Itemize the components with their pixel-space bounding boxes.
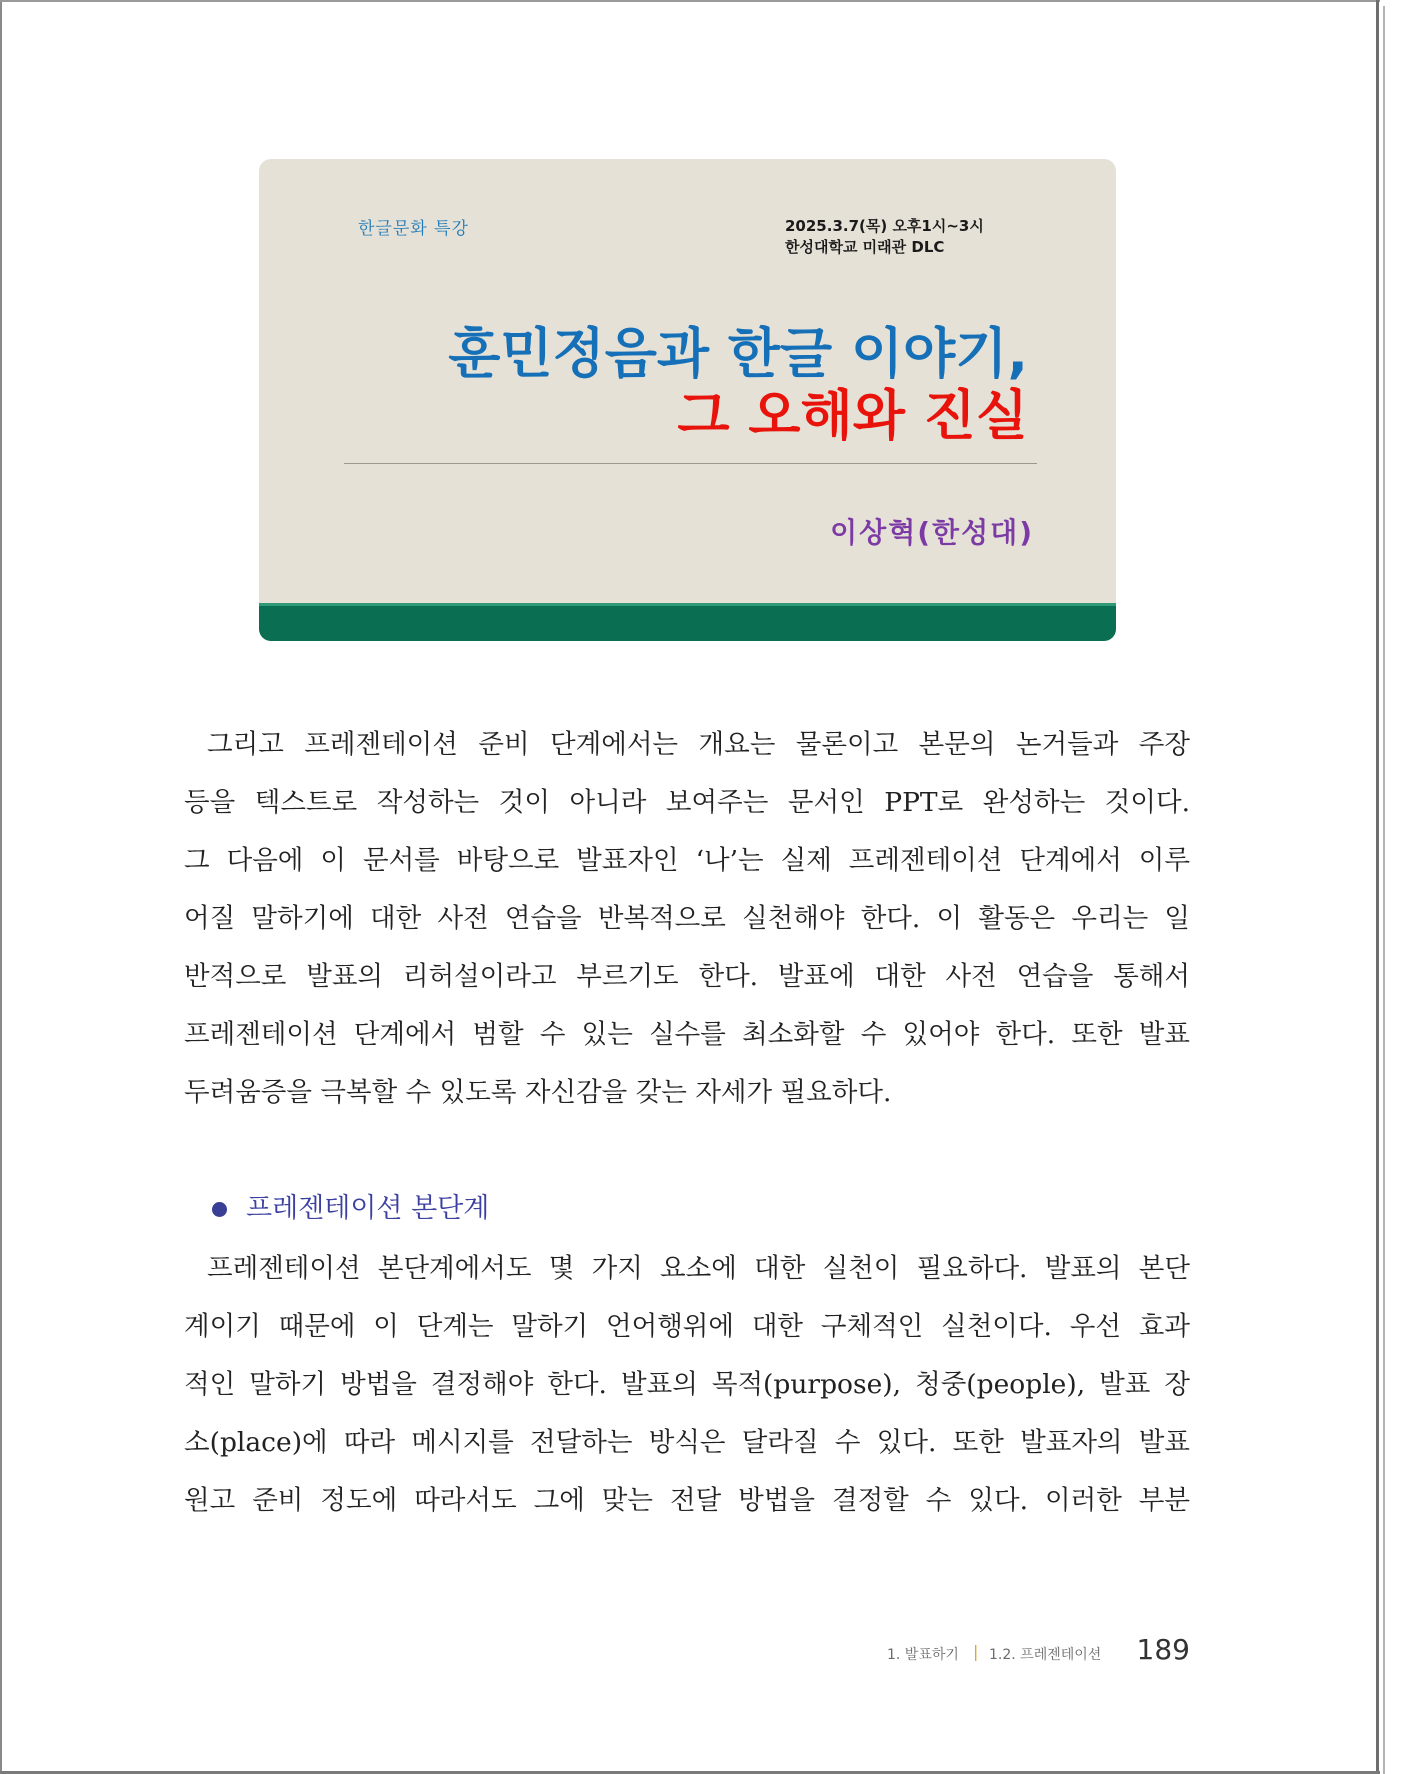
paragraph-line: 원고 준비 정도에 따라서도 그에 맞는 전달 방법을 결정할 수 있다. 이러한 부분 bbox=[184, 1485, 1190, 1516]
slide-lecture-label: 한글문화 특강 bbox=[358, 219, 469, 239]
paragraph-line: 프레젠테이션 단계에서 범할 수 있는 실수를 최소화할 수 있어야 한다. 또한 발표 bbox=[184, 1019, 1190, 1050]
paragraph-line: 그 다음에 이 문서를 바탕으로 발표자인 ‘나’는 실제 프레젠테이션 단계에서 이루 bbox=[184, 845, 1190, 876]
page-frame-top bbox=[0, 0, 1380, 2]
lecture-slide-image bbox=[259, 159, 1116, 641]
paragraph-line: 소(place)에 따라 메시지를 전달하는 방식은 달라질 수 있다. 또한 발표자의 발표 bbox=[184, 1427, 1190, 1458]
page-frame-right bbox=[1376, 0, 1379, 1774]
slide-event-date: 2025.3.7(목) 오후1시~3시 bbox=[785, 217, 984, 235]
slide-bottom-band bbox=[259, 606, 1116, 641]
paragraph-line: 등을 텍스트로 작성하는 것이 아니라 보여주는 문서인 PPT로 완성하는 것이다. bbox=[184, 787, 1190, 818]
page-footer bbox=[880, 1632, 1190, 1672]
page-frame-right-shadow bbox=[1383, 6, 1385, 1774]
paragraph-line: 적인 말하기 방법을 결정해야 한다. 발표의 목적(purpose), 청중(people), 발표 장 bbox=[184, 1369, 1190, 1400]
slide-title-line2: 그 오해와 진실 bbox=[677, 384, 1028, 447]
page-number: 189 bbox=[1136, 1633, 1190, 1666]
body-paragraph-2 bbox=[184, 1240, 1190, 1530]
slide-divider bbox=[344, 463, 1037, 464]
slide-title-line1: 훈민정음과 한글 이야기, bbox=[448, 322, 1028, 385]
page-frame-left bbox=[0, 0, 2, 1774]
paragraph-line: 그리고 프레젠테이션 준비 단계에서는 개요는 물론이고 본문의 논거들과 주장 bbox=[207, 729, 1190, 760]
paragraph-line: 어질 말하기에 대한 사전 연습을 반복적으로 실천해야 한다. 이 활동은 우리는 일 bbox=[184, 903, 1190, 934]
slide-event-venue: 한성대학교 미래관 DLC bbox=[785, 238, 945, 256]
bullet-icon bbox=[212, 1202, 227, 1217]
body-paragraph-1 bbox=[184, 716, 1190, 1122]
paragraph-line: 프레젠테이션 본단계에서도 몇 가지 요소에 대한 실천이 필요하다. 발표의 본단 bbox=[207, 1253, 1190, 1284]
footer-section: 1.2. 프레젠테이션 bbox=[989, 1647, 1102, 1663]
footer-chapter: 1. 발표하기 bbox=[887, 1647, 959, 1663]
slide-speaker: 이상혁(한성대) bbox=[830, 516, 1034, 549]
footer-separator: | bbox=[973, 1642, 979, 1661]
section-heading-text: 프레젠테이션 본단계 bbox=[246, 1193, 490, 1224]
paragraph-line: 반적으로 발표의 리허설이라고 부르기도 한다. 발표에 대한 사전 연습을 통해서 bbox=[184, 961, 1190, 992]
paragraph-line: 계이기 때문에 이 단계는 말하기 언어행위에 대한 구체적인 실천이다. 우선 효과 bbox=[184, 1311, 1190, 1342]
paragraph-line: 두려움증을 극복할 수 있도록 자신감을 갖는 자세가 필요하다. bbox=[184, 1077, 892, 1108]
